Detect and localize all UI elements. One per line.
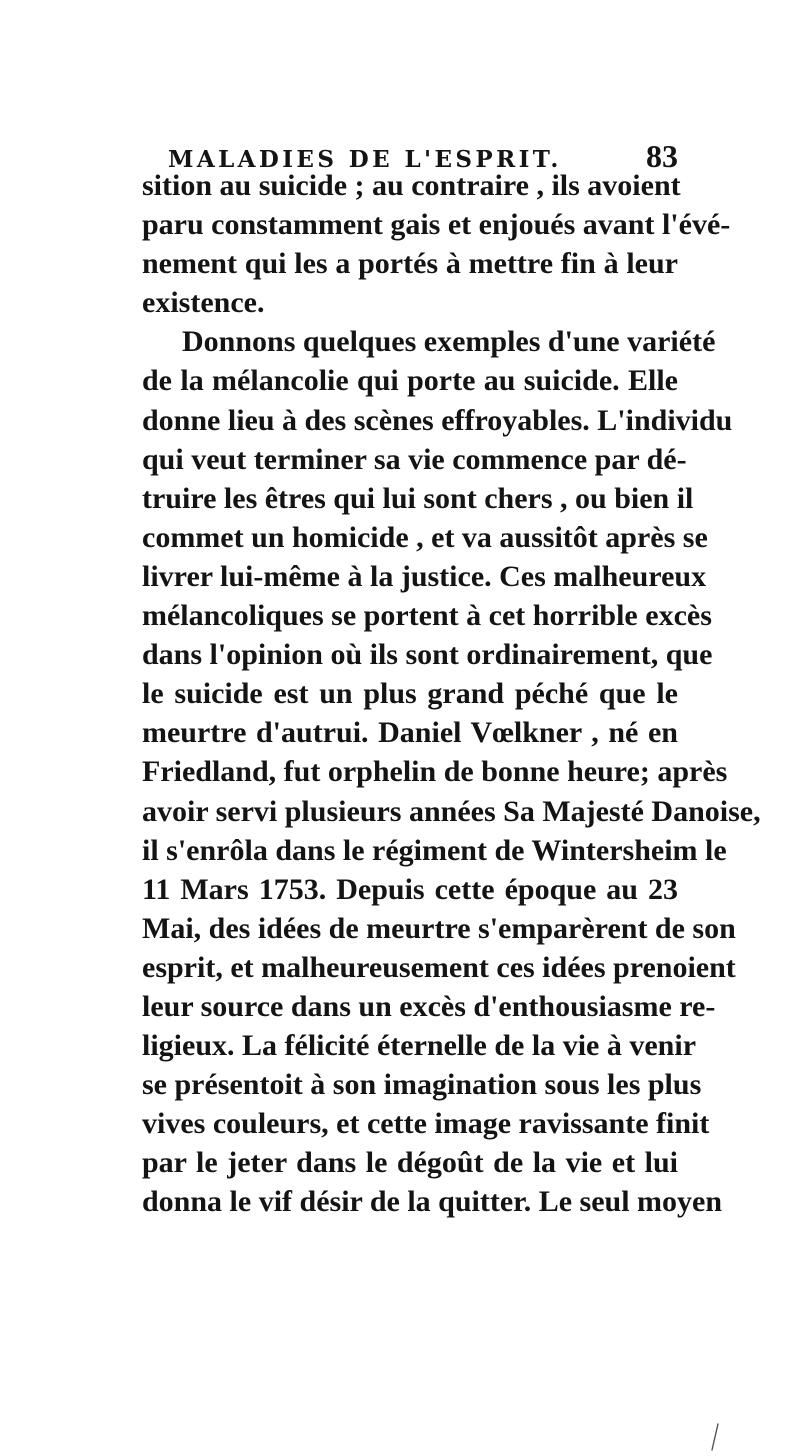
text-line: truire les êtres qui lui sont chers , ou bien il [142,481,694,515]
ink-mark [708,1422,720,1452]
text-line: ligieux. La félicité éternelle de la vie à venir [142,1029,697,1063]
text-line: mélancoliques se portent à cet horrible excès [142,599,712,633]
text-line: avoir servi plusieurs années Sa Majesté Danoise, [142,794,761,828]
text-line: Mai, des idées de meurtre s'emparèrent de son [142,911,736,945]
text-line: le suicide est un plus grand péché que le [142,677,678,711]
text-line: meurtre d'autrui. Daniel Vœlkner , né en [142,716,678,750]
text-line: il s'enrôla dans le régiment de Wintersheim le [142,833,727,867]
text-line: se présentoit à son imagination sous les plus [142,1068,702,1102]
text-line: Friedland, fut orphelin de bonne heure; après [142,755,728,789]
text-line: donna le vif désir de la quitter. Le seul moyen [142,1185,723,1219]
text-line: par le jeter dans le dégoût de la vie et lui [142,1146,678,1180]
text-line: de la mélancolie qui porte au suicide. Elle [142,364,678,398]
text-line: dans l'opinion où ils sont ordinairement, que [142,638,713,672]
text-line: sition au suicide ; au contraire , ils avoient [142,169,681,202]
text-line: paru constamment gais et enjoués avant l'évé- [142,208,731,242]
text-line: 11 Mars 1753. Depuis cette époque au 23 [142,872,678,906]
body-text [142,166,761,1222]
text-line: livrer lui-même à la justice. Ces malheureux [142,559,707,593]
page-number: 83 [646,138,678,174]
text-line: commet un homicide , et va aussitôt après se [142,520,708,554]
text-line: qui veut terminer sa vie commence par dé- [142,442,687,476]
text-line: Donnons quelques exemples d'une variété [182,325,716,359]
text-line: vives couleurs, et cette image ravissante finit [142,1107,710,1141]
text-line: nement qui les a portés à mettre fin à leur [142,247,678,281]
text-line: donne lieu à des scènes effroyables. L'individu [142,403,733,437]
running-head-title: MALADIES DE L'ESPRIT. [168,146,562,173]
text-line: leur source dans un excès d'enthousiasme re- [142,989,716,1023]
text-line: existence. [142,286,265,320]
text-line: esprit, et malheureusement ces idées prenoient [142,950,736,984]
